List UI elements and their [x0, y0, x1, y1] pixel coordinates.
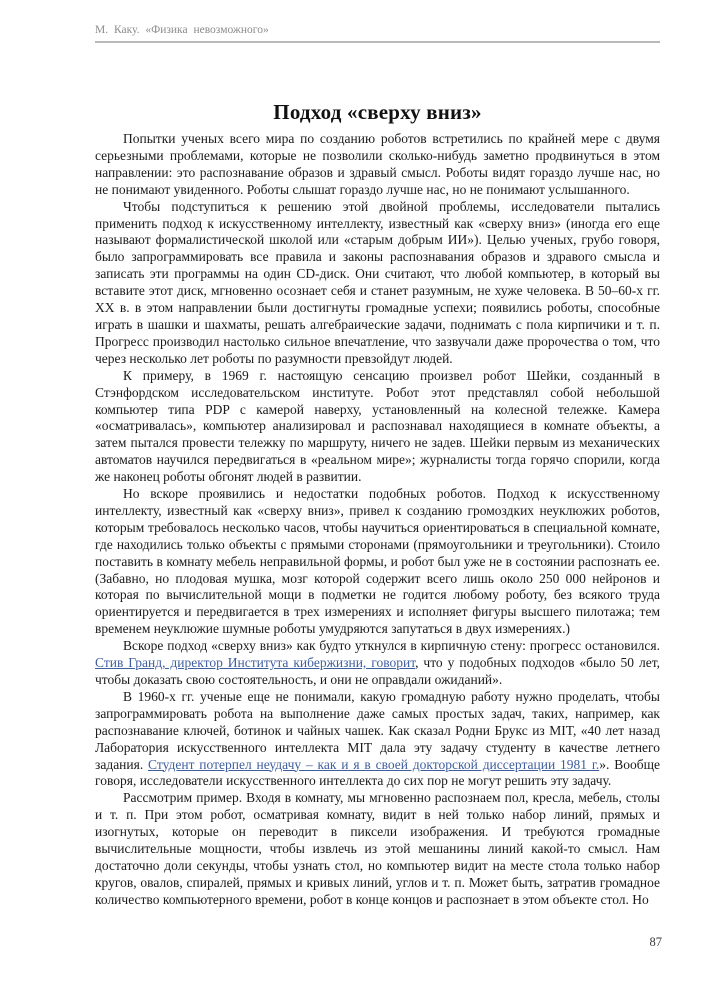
paragraph-text: Но вскоре проявились и недостатки подобных роботов. Подход к искусственному интеллекту, известный как «сверху вниз», привел к созданию громоздких неуклюжих роботов, которым требовалось несколько часов, чтобы научиться ориентироваться в специальной комнате, где находились только объекты с прямыми сторонами (прямоугольники и треугольники). Стоило поставить в комнату мебель неправильной формы, и робот был уже не в состоянии распознать ее. (Забавно, но плодовая мушка, мозг которой содержит всего лишь около 250 000 нейронов и которая по вычислительной мощи в подметки не годится любому роботу, без всякого труда ориентируется и передвигается в трех измерениях и исполняет фигуры высшего пилотажа; тем временем неуклюжие шумные роботы умудряются запутаться в двух измерениях.): [95, 486, 660, 637]
paragraph-text: , что у подобных подходов «было 50 лет, чтобы доказать свою состоятельность, и они не оправдали ожиданий».: [95, 655, 660, 687]
page-number: 87: [649, 935, 662, 949]
paragraph-text: В 1960-х гг. ученые еще не понимали, какую громадную работу нужно проделать, чтобы запрограммировать робота на выполнение даже самых простых задач, таких, например, как распознавание ключей, ботинок и чайных чашек. Как сказал Родни Брукс из MIT, «40 лет назад Лаборатория искусственного интеллекта MIT дала эту задачу студенту в качестве летнего задания.: [95, 688, 660, 772]
paragraph: [95, 131, 660, 199]
paragraph-text: Рассмотрим пример. Входя в комнату, мы мгновенно распознаем пол, кресла, мебель, столы и т. п. При этом робот, осматривая комнату, видит в ней только набор линий, прямых и изогнутых, которые он переводит в пиксели изображения. И требуются громадные вычислительные мощности, чтобы извлечь из этой мешанины линий какой-то смысл. Нам достаточно доли секунды, чтобы узнать стол, но компьютер видит на месте стола только набор кругов, овалов, спиралей, прямых и кривых линий, углов и т. п. Может быть, затратив громадное количество компьютерного времени, робот в конце концов и распознает в этом объекте стол. Но: [95, 790, 660, 907]
paragraph: [95, 199, 660, 368]
paragraph: [95, 689, 660, 790]
running-head: М. Каку. «Физика невозможного»: [95, 24, 269, 36]
paragraph: [95, 486, 660, 638]
paragraph: [95, 790, 660, 908]
paragraph: [95, 368, 660, 486]
paragraph-text: Вскоре подход «сверху вниз» как будто уткнулся в кирпичную стену: прогресс остановился.: [123, 638, 660, 654]
header-rule: [95, 41, 660, 43]
paragraph-text: К примеру, в 1969 г. настоящую сенсацию произвел робот Шейки, созданный в Стэнфордском исследовательском институте. Робот этот представлял собой небольшой компьютер типа PDP с камерой наверху, установленный на колесной тележке. Камера «осматривалась», компьютер анализировал и распознавал находящиеся в комнате объекты, а затем пытался провести тележку по маршруту, ничего не задев. Шейки первым из механических автоматов научился передвигаться в «реальном мире»; журналисты тогда горячо спорили, когда же наконец роботы обгонят людей в развитии.: [95, 367, 660, 485]
paragraph-text: Чтобы подступиться к решению этой двойной проблемы, исследователи пытались применить подход к искусственному интеллекту, известный как «сверху вниз» (иногда его еще называют формалистической школой или «старым добрым ИИ»). Целью ученых, грубо говоря, было запрограммировать все правила и законы распознавания образов и здравого смысла и записать эти программы на один CD-диск. Они считают, что любой компьютер, в который вы вставите этот диск, мгновенно осознает себя и станет разумным, не хуже человека. В 50–60-х гг. XX в. в этом направлении были достигнуты громадные успехи; появились роботы, способные играть в шашки и шахматы, решать алгебраические задачи, поднимать с пола кирпичики и т. п. Прогресс производил настолько сильное впечатление, что зазвучали даже пророчества о том, что через несколько лет роботы по разумности превзойдут людей.: [95, 198, 660, 366]
steve-grand-link[interactable]: Стив Гранд, директор Института кибержизни, говорит: [95, 655, 416, 671]
paragraph-text: Попытки ученых всего мира по созданию роботов встретились по крайней мере с двумя серьезными проблемами, которые не позволили сколько-нибудь заметно продвинуться в этом направлении: это распознавание образов и здравый смысл. Роботы видят гораздо лучше нас, но не понимают увиденного. Роботы слышат гораздо лучше нас, но не понимают услышанного.: [95, 131, 660, 197]
student-failure-link[interactable]: Студент потерпел неудачу – как и я в своей докторской диссертации 1981 г.: [148, 756, 600, 772]
paragraph: [95, 638, 660, 689]
chapter-title: Подход «сверху вниз»: [273, 100, 482, 125]
body-text-column: [95, 131, 660, 923]
paragraph-text: ». Вообще говоря, исследователи искусственного интеллекта до сих пор не могут решить эту задачу.: [95, 756, 660, 789]
